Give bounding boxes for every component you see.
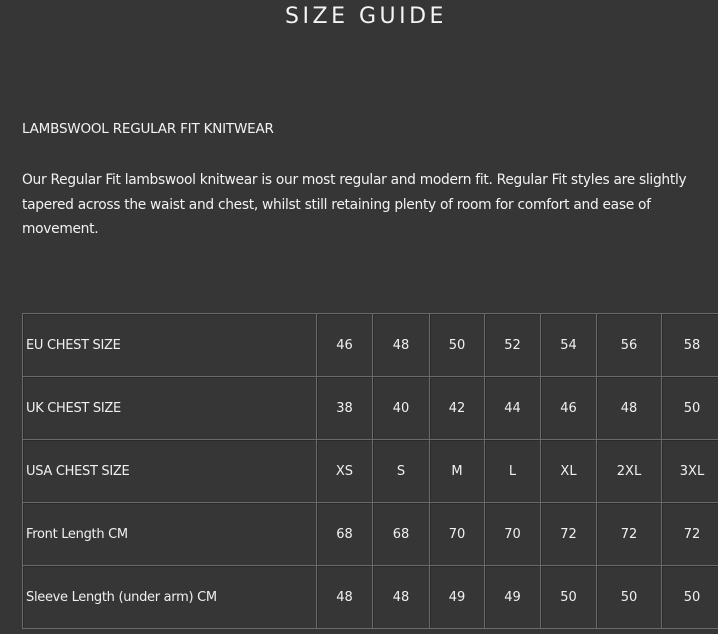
table-cell: 3XL — [662, 440, 718, 503]
table-cell: 72 — [662, 503, 718, 566]
table-cell: 46 — [541, 377, 597, 440]
table-cell: 44 — [485, 377, 541, 440]
table-cell: 38 — [317, 377, 373, 440]
page-title: SIZE GUIDE — [285, 4, 447, 29]
section-heading: LAMBSWOOL REGULAR FIT KNITWEAR — [22, 121, 274, 137]
row-label: USA CHEST SIZE — [23, 440, 317, 503]
table-row-sleeve-length — [23, 566, 718, 629]
table-cell: 50 — [662, 566, 718, 629]
fit-description: Our Regular Fit lambswool knitwear is our most regular and modern fit. Regular Fit styles are slightly tapered across the waist and chest, whilst still retaining plenty of room for comfort and ease of movement. — [22, 172, 687, 237]
table-cell: 50 — [430, 314, 485, 377]
table-cell: 46 — [317, 314, 373, 377]
table-cell: 54 — [541, 314, 597, 377]
table-cell: 48 — [373, 314, 430, 377]
row-label: UK CHEST SIZE — [23, 377, 317, 440]
table-cell: 70 — [430, 503, 485, 566]
table-cell: 49 — [430, 566, 485, 629]
row-label: Sleeve Length (under arm) CM — [23, 566, 317, 629]
table-row-uk-chest — [23, 377, 718, 440]
table-cell: 2XL — [597, 440, 662, 503]
table-cell: 48 — [317, 566, 373, 629]
table-cell: 58 — [662, 314, 718, 377]
table-cell: 48 — [373, 566, 430, 629]
table-cell: L — [485, 440, 541, 503]
table-cell: 49 — [485, 566, 541, 629]
table-cell: 50 — [662, 377, 718, 440]
row-label: EU CHEST SIZE — [23, 314, 317, 377]
table-cell: 68 — [317, 503, 373, 566]
table-row-usa-chest — [23, 440, 718, 503]
table-cell: 42 — [430, 377, 485, 440]
table-cell: 72 — [597, 503, 662, 566]
table-cell: 56 — [597, 314, 662, 377]
size-table — [22, 313, 718, 629]
table-cell: 50 — [541, 566, 597, 629]
table-cell: 40 — [373, 377, 430, 440]
table-row-front-length — [23, 503, 718, 566]
table-cell: 70 — [485, 503, 541, 566]
table-row-eu-chest — [23, 314, 718, 377]
table-cell: 72 — [541, 503, 597, 566]
table-cell: 50 — [597, 566, 662, 629]
table-cell: XS — [317, 440, 373, 503]
table-cell: M — [430, 440, 485, 503]
table-cell: XL — [541, 440, 597, 503]
row-label: Front Length CM — [23, 503, 317, 566]
table-cell: 68 — [373, 503, 430, 566]
table-cell: 52 — [485, 314, 541, 377]
table-cell: 48 — [597, 377, 662, 440]
table-cell: S — [373, 440, 430, 503]
